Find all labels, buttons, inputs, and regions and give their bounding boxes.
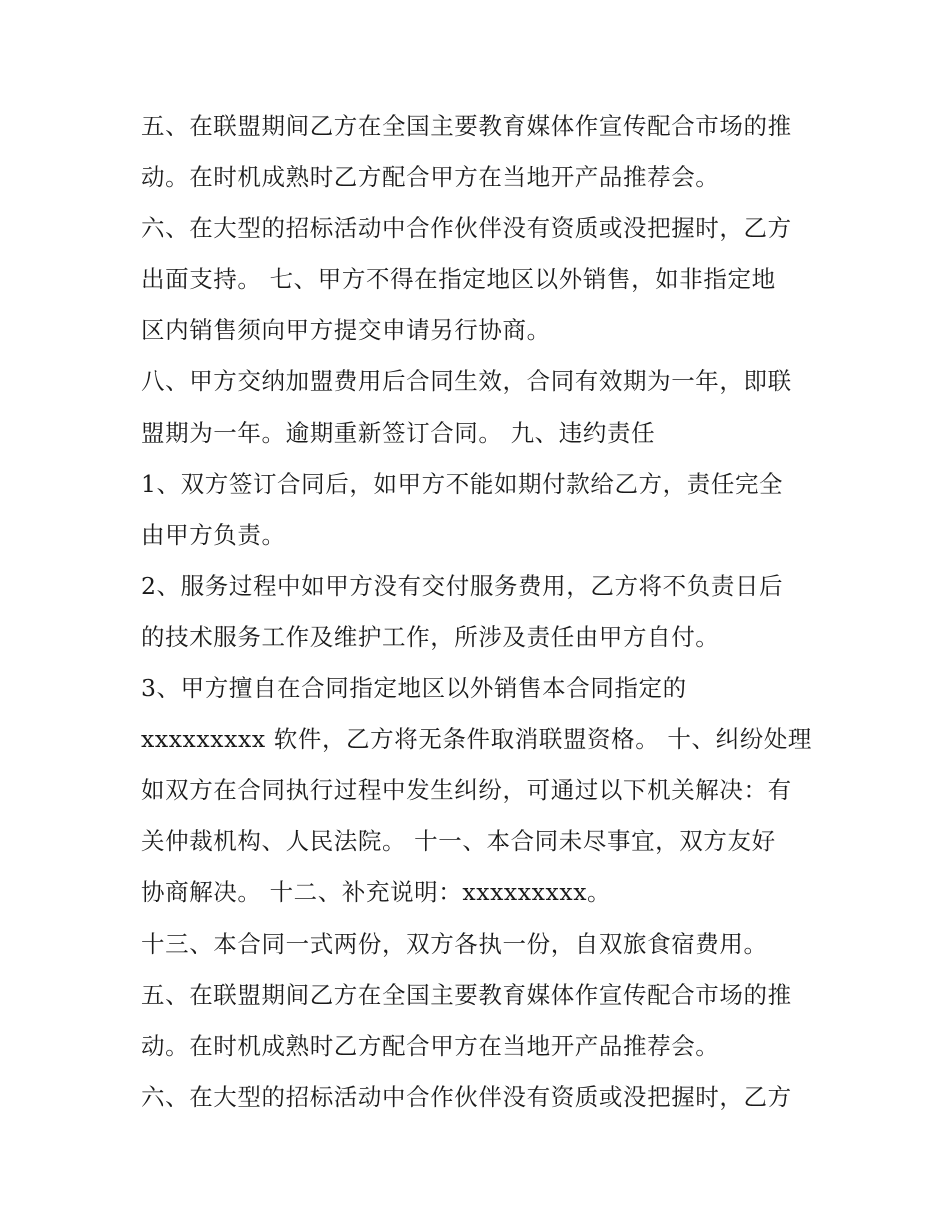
text-line: 出面支持。 七、甲方不得在指定地区以外销售，如非指定地: [141, 265, 776, 294]
text-line: 由甲方负责。: [141, 520, 286, 549]
text-line: 十三、本合同一式两份，双方各执一份，自双旅食宿费用。: [141, 929, 768, 958]
text-line: 关仲裁机构、人民法院。 十一、本合同未尽事宜，双方友好: [141, 827, 776, 856]
text-line: xxxxxxxxx 软件，乙方将无条件取消联盟资格。 十、纠纷处理: [141, 725, 813, 754]
text-line: 动。在时机成熟时乙方配合甲方在当地开产品推荐会。: [141, 1031, 720, 1060]
text-line: 六、在大型的招标活动中合作伙伴没有资质或没把握时，乙方: [141, 214, 792, 243]
text-line: 动。在时机成熟时乙方配合甲方在当地开产品推荐会。: [141, 163, 720, 192]
text-line: 协商解决。 十二、补充说明：xxxxxxxxx。: [141, 878, 612, 907]
text-line: 1、双方签订合同后，如甲方不能如期付款给乙方，责任完全: [141, 469, 784, 498]
text-line: 的技术服务工作及维护工作，所涉及责任由甲方自付。: [141, 622, 720, 651]
text-line: 八、甲方交纳加盟费用后合同生效，合同有效期为一年，即联: [141, 367, 792, 396]
text-line: 区内销售须向甲方提交申请另行协商。: [141, 316, 551, 345]
text-line: 3、甲方擅自在合同指定地区以外销售本合同指定的: [141, 674, 687, 703]
document-body: [141, 101, 821, 1123]
text-line: 五、在联盟期间乙方在全国主要教育媒体作宣传配合市场的推: [141, 112, 792, 140]
text-line: 六、在大型的招标活动中合作伙伴没有资质或没把握时，乙方: [141, 1082, 792, 1111]
text-line: 2、服务过程中如甲方没有交付服务费用，乙方将不负责日后: [141, 571, 784, 600]
text-line: 如双方在合同执行过程中发生纠纷，可通过以下机关解决：有: [141, 776, 792, 805]
text-line: 盟期为一年。逾期重新签订合同。 九、违约责任: [141, 418, 656, 447]
text-line: 五、在联盟期间乙方在全国主要教育媒体作宣传配合市场的推: [141, 980, 792, 1009]
